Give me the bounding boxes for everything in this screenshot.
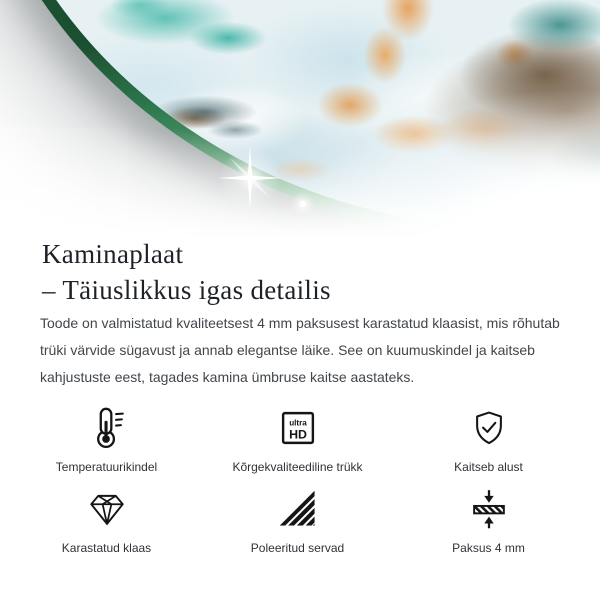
- feature-print-quality: [202, 404, 393, 475]
- glint-dot: [300, 201, 306, 207]
- feature-thickness: [393, 485, 584, 556]
- polished-edges-icon-box: [278, 485, 318, 533]
- heading-line-1: Kaminaplaat: [42, 239, 184, 269]
- thermometer-icon: [84, 405, 130, 451]
- ultra-hd-icon-box: [281, 404, 315, 452]
- ultra-hd-text-top: ultra: [288, 418, 307, 428]
- glass-plate: [0, 0, 600, 236]
- shield-check-icon: [470, 409, 508, 447]
- ultra-hd-text-bottom: HD: [288, 427, 307, 442]
- content: [0, 236, 600, 556]
- diamond-icon: [86, 488, 128, 530]
- feature-label: Kõrgekvaliteediline trükk: [232, 460, 363, 474]
- shield-icon-box: [470, 404, 508, 452]
- feature-label: Temperatuurikindel: [55, 460, 158, 474]
- thermometer-icon-box: [84, 404, 130, 452]
- feature-temperature: [11, 404, 202, 475]
- feature-protection: [393, 404, 584, 475]
- marble-print: [0, 0, 600, 228]
- page-title: [40, 236, 560, 308]
- feature-label: Karastatud klaas: [61, 541, 152, 555]
- hero-image: [0, 0, 600, 236]
- feature-label: Paksus 4 mm: [452, 541, 525, 555]
- feature-tempered-glass: [11, 485, 202, 556]
- sparkle-icon: [216, 144, 284, 212]
- polished-edges-icon: [278, 489, 318, 529]
- feature-polished-edges: [202, 485, 393, 556]
- product-description: Toode on valmistatud kvaliteetsest 4 mm paksusest karastatud klaasist, mis rõhutab trüki värvide sügavust ja annab elegantse läike. See on kuumuskindel ja kaitseb kahjustuste eest, tagades kamina ümbruse kaitse aastateks.: [40, 315, 560, 385]
- feature-grid: [11, 404, 584, 556]
- feature-label: Kaitseb alust: [454, 460, 523, 474]
- plate-face: [0, 0, 600, 228]
- diamond-icon-box: [86, 485, 128, 533]
- thickness-icon-box: [468, 485, 510, 533]
- feature-label: Poleeritud servad: [250, 541, 345, 555]
- ultra-hd-icon: [281, 411, 315, 445]
- heading-line-2: – Täiuslikkus igas detailis: [42, 275, 331, 305]
- thickness-icon: [468, 486, 510, 532]
